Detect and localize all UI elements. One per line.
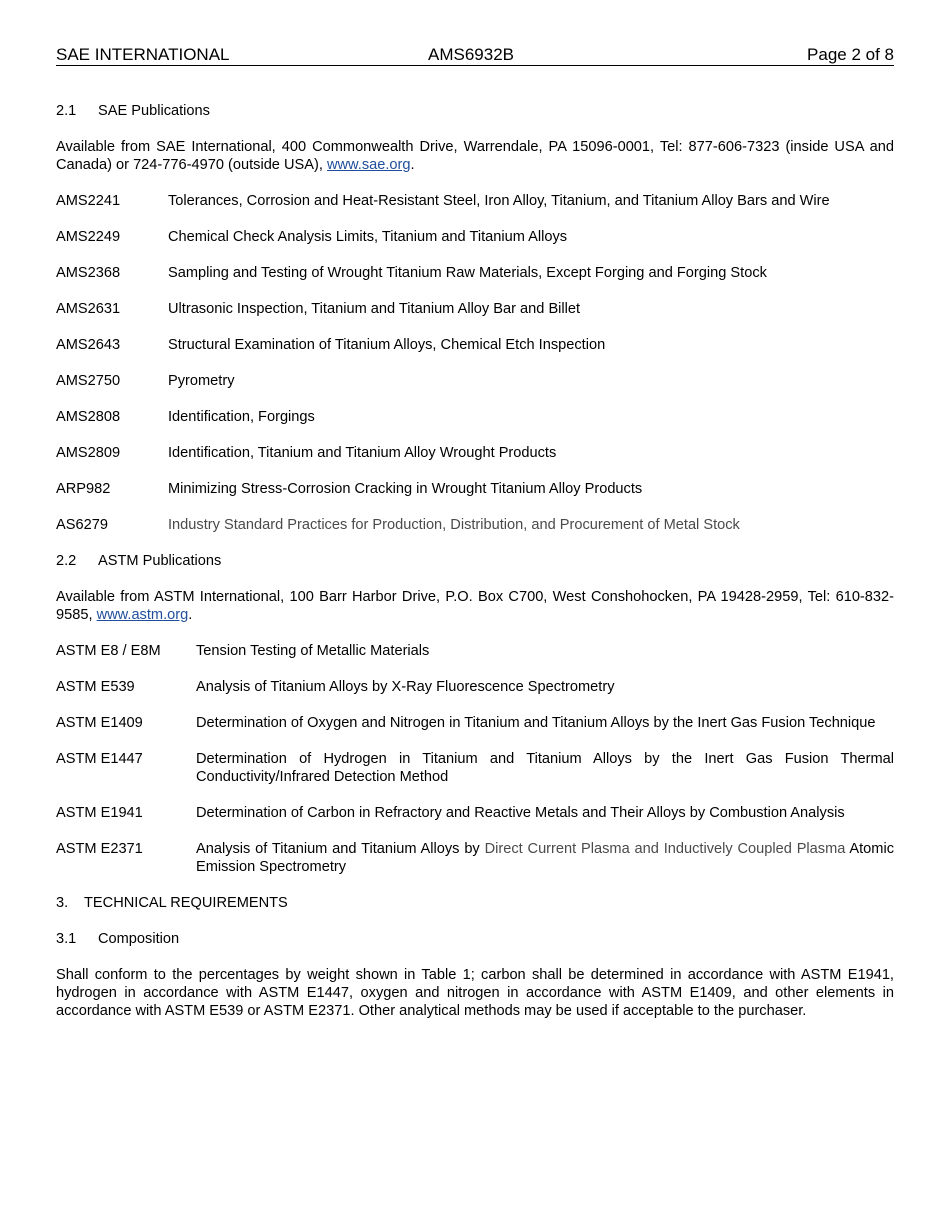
page-header [56, 44, 894, 66]
section-3-heading [56, 894, 894, 912]
reference-code: ASTM E2371 [56, 841, 143, 857]
reference-code: AMS2241 [56, 193, 121, 209]
reference-code: AMS2808 [56, 409, 121, 425]
reference-row [56, 516, 894, 534]
reference-row [56, 714, 894, 732]
reference-title: Determination of Carbon in Refractory and Reactive Metals and Their Alloys by Combustion Analysis [196, 805, 845, 821]
reference-code: ASTM E8 / E8M [56, 643, 161, 659]
section-title: ASTM Publications [98, 553, 222, 569]
reference-title [196, 840, 894, 876]
reference-code: ASTM E1409 [56, 715, 143, 731]
reference-row [56, 264, 894, 282]
reference-row [56, 228, 894, 246]
reference-title: Determination of Oxygen and Nitrogen in Titanium and Titanium Alloys by the Inert Gas Fusion Technique [196, 715, 876, 731]
reference-code: AS6279 [56, 517, 108, 533]
sae-availability-text: Available from SAE International, 400 Commonwealth Drive, Warrendale, PA 15096-0001, Tel: 877-606-7323 (inside USA and Canada) or 724-776-4970 (outside USA), [56, 139, 894, 173]
header-page-number: Page 2 of 8 [807, 45, 894, 64]
reference-title: Structural Examination of Titanium Alloys, Chemical Etch Inspection [168, 337, 606, 353]
section-number: 2.2 [56, 553, 77, 569]
header-doc-id: AMS6932B [428, 45, 514, 64]
reference-title: Analysis of Titanium Alloys by X-Ray Fluorescence Spectrometry [196, 679, 615, 695]
reference-row [56, 480, 894, 498]
reference-code: ASTM E1447 [56, 751, 143, 767]
section-2-1-heading [56, 102, 894, 120]
reference-title: Sampling and Testing of Wrought Titanium Raw Materials, Except Forging and Forging Stock [168, 265, 767, 281]
reference-title: Tension Testing of Metallic Materials [196, 643, 430, 659]
sae-availability-paragraph [56, 138, 894, 174]
reference-title: Tolerances, Corrosion and Heat-Resistant Steel, Iron Alloy, Titanium, and Titanium Alloy Bars and Wire [168, 193, 830, 209]
section-number: 3. [56, 895, 69, 911]
reference-title: Ultrasonic Inspection, Titanium and Titanium Alloy Bar and Billet [168, 301, 581, 317]
page-content [56, 102, 894, 1038]
reference-title: Chemical Check Analysis Limits, Titanium and Titanium Alloys [168, 229, 568, 245]
astm-website-link[interactable]: www.astm.org [96, 607, 189, 623]
astm-availability-paragraph [56, 588, 894, 624]
reference-row [56, 840, 894, 876]
reference-row [56, 750, 894, 786]
reference-title-part: Analysis of Titanium and Titanium Alloys by [196, 841, 485, 857]
reference-title: Industry Standard Practices for Production, Distribution, and Procurement of Metal Stock [168, 517, 740, 533]
section-2-2-heading [56, 552, 894, 570]
reference-title: Determination of Hydrogen in Titanium and Titanium Alloys by the Inert Gas Fusion Thermal Conductivity/Infrared Detection Method [196, 751, 894, 785]
reference-code: AMS2809 [56, 445, 121, 461]
composition-paragraph: Shall conform to the percentages by weight shown in Table 1; carbon shall be determined in accordance with ASTM E1941, hydrogen in accordance with ASTM E1447, oxygen and nitrogen in accordance with ASTM E1409, and other elements in accordance with ASTM E539 or ASTM E2371. Other analytical methods may be used if acceptable to the purchaser. [56, 967, 894, 1019]
reference-row [56, 300, 894, 318]
reference-code: AMS2249 [56, 229, 121, 245]
reference-row [56, 336, 894, 354]
reference-row [56, 408, 894, 426]
reference-code: ASTM E1941 [56, 805, 143, 821]
sae-website-link[interactable]: www.sae.org [326, 157, 411, 173]
section-title: SAE Publications [98, 103, 210, 119]
reference-code: AMS2750 [56, 373, 121, 389]
header-org: SAE INTERNATIONAL [56, 45, 230, 64]
reference-row [56, 804, 894, 822]
reference-code: AMS2631 [56, 301, 121, 317]
reference-title: Identification, Titanium and Titanium Alloy Wrought Products [168, 445, 557, 461]
reference-code: ASTM E539 [56, 679, 135, 695]
sae-availability-end: . [410, 157, 415, 173]
reference-title: Identification, Forgings [168, 409, 315, 425]
reference-row [56, 444, 894, 462]
astm-availability-text: Available from ASTM International, 100 Barr Harbor Drive, P.O. Box C700, West Conshohocken, PA 19428-2959, Tel: 610-832-9585, [56, 589, 894, 623]
section-3-1-heading [56, 930, 894, 948]
reference-row [56, 642, 894, 660]
astm-availability-end: . [188, 607, 193, 623]
reference-title: Minimizing Stress-Corrosion Cracking in Wrought Titanium Alloy Products [168, 481, 643, 497]
section-title: Composition [98, 931, 180, 947]
reference-row [56, 192, 894, 210]
reference-row [56, 372, 894, 390]
section-number: 3.1 [56, 931, 77, 947]
section-number: 2.1 [56, 103, 77, 119]
reference-title-part: Direct Current Plasma and Inductively Coupled Plasma [484, 841, 846, 857]
reference-code: AMS2368 [56, 265, 121, 281]
section-title: TECHNICAL REQUIREMENTS [84, 895, 288, 911]
reference-code: ARP982 [56, 481, 111, 497]
reference-code: AMS2643 [56, 337, 121, 353]
reference-title: Pyrometry [168, 373, 235, 389]
reference-row [56, 678, 894, 696]
reference-title-part: Atomic Emission Spectrometry [196, 841, 894, 875]
